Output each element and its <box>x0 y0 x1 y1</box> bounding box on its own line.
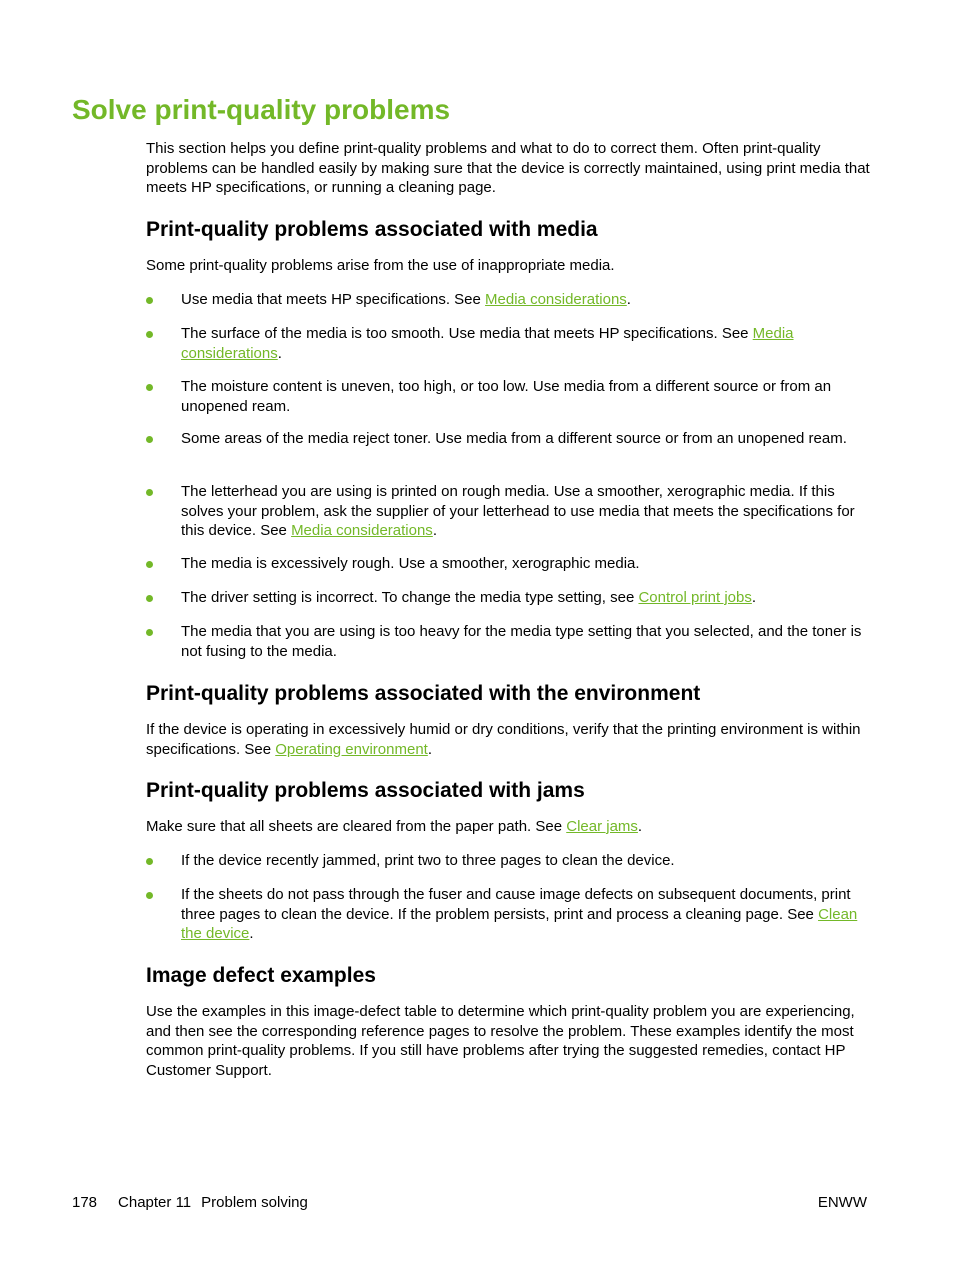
bullet-dot-icon <box>146 561 153 568</box>
bullet-text: If the device recently jammed, print two to three pages to clean the device. <box>181 852 675 869</box>
bullet-text-end: . <box>277 344 282 362</box>
bullet-dot-icon <box>146 892 153 899</box>
defects-paragraph: Use the examples in this image-defect table to determine which print-quality problem you are experiencing, and then see the corresponding reference pages to resolve the problem. These examples identify the most common print-quality problems. If you still have problems after trying the suggested remedies, contact HP Customer Support. <box>146 1003 855 1079</box>
jams-bullet-item <box>146 885 870 944</box>
media-bullet-item <box>146 588 870 608</box>
jams-heading: Print-quality problems associated with jams <box>146 779 585 802</box>
bullet-dot-icon <box>146 858 153 865</box>
intro-paragraph: This section helps you define print-quality problems and what to do to correct them. Often print-quality problems can be handled easily by making sure that the device is correctly maintained, using print media that meets HP specifications, or running a cleaning page. <box>146 140 870 196</box>
bullet-text-end: . <box>626 291 631 308</box>
bullet-dot-icon <box>146 489 153 496</box>
media-bullet-item <box>146 482 870 541</box>
environment-text-end: . <box>427 740 433 758</box>
bullet-dot-icon <box>146 595 153 602</box>
environment-paragraph <box>146 720 870 759</box>
defects-heading: Image defect examples <box>146 964 376 987</box>
bullet-link[interactable]: Control print jobs <box>638 589 752 606</box>
media-bullet-item <box>146 554 870 574</box>
environment-text: If the device is operating in excessively humid or dry conditions, verify that the printing environment is within specifications. See <box>146 721 861 758</box>
bullet-link[interactable]: Clean the device <box>181 905 858 942</box>
footer-right: ENWW <box>817 1194 867 1211</box>
footer-chapter: Chapter 11 <box>118 1194 192 1211</box>
media-heading: Print-quality problems associated with media <box>146 218 598 241</box>
bullet-text: The driver setting is incorrect. To change the media type setting, see <box>181 589 639 606</box>
bullet-text-end: . <box>249 925 254 942</box>
bullet-dot-icon <box>146 436 153 443</box>
page-number: 178 <box>72 1194 98 1211</box>
jams-paragraph <box>146 817 870 837</box>
clear-jams-link[interactable]: Clear jams <box>566 818 638 835</box>
bullet-dot-icon <box>146 384 153 391</box>
bullet-text: Some areas of the media reject toner. Use media from a different source or from an unopened ream. <box>181 430 847 447</box>
bullet-text-end: . <box>751 589 757 606</box>
jams-text: Make sure that all sheets are cleared from the paper path. See <box>146 818 567 835</box>
bullet-link[interactable]: Media considerations <box>485 291 627 308</box>
footer-section: Problem solving <box>201 1194 308 1211</box>
jams-text-end: . <box>637 818 643 835</box>
bullet-dot-icon <box>146 297 153 304</box>
bullet-text: The letterhead you are using is printed on rough media. Use a smoother, xerographic media. If this solves your problem, ask the supplier of your letterhead to use media that meets the specifications for this device. See <box>181 483 855 539</box>
jams-bullet-item <box>146 851 870 871</box>
bullet-text: The surface of the media is too smooth. Use media that meets HP specifications. See <box>181 325 753 342</box>
bullet-dot-icon <box>146 331 153 338</box>
media-bullet-item <box>146 622 870 661</box>
media-bullet-item <box>146 377 870 416</box>
page-title: Solve print-quality problems <box>72 94 451 125</box>
bullet-text: The media is excessively rough. Use a smoother, xerographic media. <box>181 555 640 572</box>
media-bullet-item <box>146 290 870 310</box>
bullet-text: The moisture content is uneven, too high, or too low. Use media from a different source or from an unopened ream. <box>181 378 832 415</box>
bullet-text-end: . <box>432 522 437 539</box>
media-intro: Some print-quality problems arise from the use of inappropriate media. <box>146 257 615 274</box>
media-bullet-item <box>146 324 870 363</box>
bullet-dot-icon <box>146 629 153 636</box>
footer-left <box>72 1193 308 1212</box>
bullet-link[interactable]: Media considerations <box>181 325 794 362</box>
operating-environment-link[interactable]: Operating environment <box>275 740 428 758</box>
bullet-text: Use media that meets HP specifications. See <box>181 291 486 308</box>
bullet-text: The media that you are using is too heavy for the media type setting that you selected, and the toner is not fusing to the media. <box>181 623 862 660</box>
media-bullet-item <box>146 429 870 449</box>
bullet-text: If the sheets do not pass through the fuser and cause image defects on subsequent documents, print three pages to clean the device. If the problem persists, print and process a cleaning page. See <box>181 886 851 923</box>
environment-heading: Print-quality problems associated with the environment <box>146 682 701 705</box>
bullet-link[interactable]: Media considerations <box>291 522 433 539</box>
